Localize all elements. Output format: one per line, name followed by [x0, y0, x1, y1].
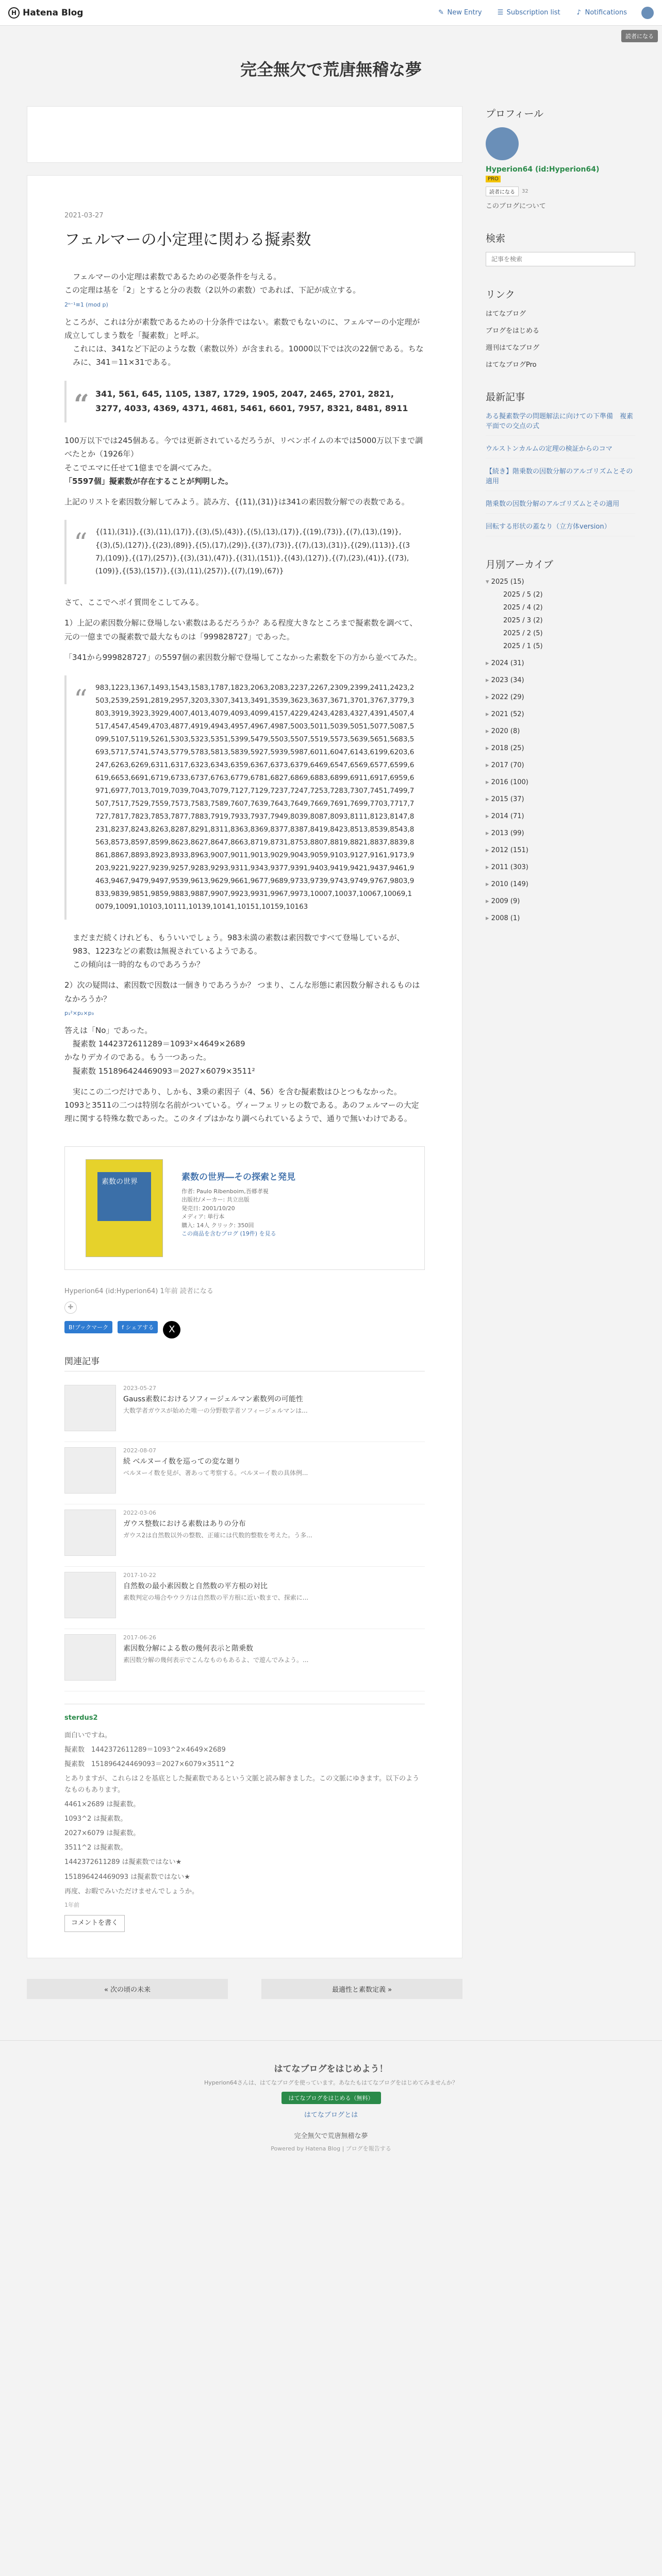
archive-year-label: 2014 (71) — [491, 812, 524, 820]
amazon-card — [64, 1146, 425, 1270]
paragraph: 擬素数 151896424469093＝2027×6079×3511² — [73, 1066, 255, 1076]
archive-year[interactable] — [486, 812, 635, 820]
book-media: メディア: 単行本 — [181, 1213, 225, 1221]
chevron-right-icon: ▸ — [486, 846, 491, 854]
star-button[interactable]: ✚ — [64, 1301, 77, 1314]
book-date: 発売日: 2001/10/20 — [181, 1205, 235, 1212]
brand-name: Hatena Blog — [23, 7, 84, 18]
formula: 2ⁿ⁻¹≡1 (mod p) — [64, 301, 108, 308]
comment-line: 擬素数 1442372611289＝1093^2×4649×2689 — [64, 1745, 226, 1754]
comment-line: 151896424469093 は擬素数ではない★ — [64, 1873, 190, 1881]
archive-year-label: 2023 (34) — [491, 676, 524, 684]
archive-year[interactable] — [486, 846, 635, 854]
chevron-right-icon: ▸ — [486, 676, 491, 684]
chevron-right-icon: ▸ — [486, 778, 491, 786]
related-desc: 素因数分解の幾何表示でこんなものもあるよ、で遊んでみよう。... — [123, 1656, 309, 1664]
quote-missing-primes: “ 983,1223,1367,1493,1543,1583,1787,1823,2063,2083,2237,2267,2309,2399,2411,2423,2503,2539,2591,2819,2957,3203,3307,3413,3491,3539,3623,3637,3671,3701,3767,3779,3803,3919,3923,3929,4007,4013,4079,4093,4099,4157,4229,4243,4283,4327,4391,4507,4517,4547,4549,4703,4877,4919,4943,4957,4967,4987,5003,5011,5039,5051,5077,5087,5099,5107,5119,5261,5303,5323,5351,5399,5479,5503,5507,5519,5573,5639,5651,5683,5693,5717,5741,5743,5779,5783,5813,5839,5927,5939,5987,6011,6047,6143,6199,6203,6247,6263,6269,6311,6317,6323,6343,6359,6367,6373,6379,6469,6547,6569,6577,6599,6619,6653,6691,6719,6733,6737,6763,6779,6781,6827,6869,6883,6899,6911,6917,6959,6971,6977,7013,7019,7039,7043,7079,7127,7129,7237,7247,7253,7283,7307,7451,7499,7507,7517,7529,7559,7573,7583,7589,7607,7639,7643,7649,7669,7691,7699,7703,7717,7727,7817,7823,7853,7877,7883,7919,7933,7937,7949,8039,8087,8093,8111,8123,8147,8231,8237,8243,8263,8287,8291,8311,8363,8369,8377,8387,8419,8423,8513,8539,8543,8563,8573,8597,8599,8623,8627,8647,8663,8719,8731,8753,8807,8819,8821,8837,8839,8861,8867,8893,8923,8933,8963,9007,9011,9013,9029,9043,9059,9103,9127,9161,9173,9203,9221,9227,9239,9257,9283,9293,9311,9343,9377,9391,9403,9419,9421,9437,9461,9463,9467,9479,9497,9539,9613,9629,9661,9677,9689,9733,9739,9743,9749,9767,9803,9833,9839,9851,9859,9883,9887,9907,9923,9931,9967,9973,10007,10037,10067,10069,10079,10091,10103,10111,10139,10141,10151,10159,10163 — [64, 675, 425, 919]
paragraph: さて、ここでヘボイ質問をこしてみる。 — [64, 598, 204, 607]
comment-line: とありますが、これらは２を基底とした擬素数であるという文脈と読み解きました。この文脈にゆきます。以下のようなものもあります。 — [64, 1774, 419, 1794]
related-title[interactable]: Gauss素数におけるソフィージェルマン素数列の可能性 — [123, 1395, 303, 1403]
sidebar — [486, 106, 635, 943]
archive-year-label: 2016 (100) — [491, 778, 528, 786]
sidebar-link[interactable]: 週刊はてなブログ — [486, 344, 540, 352]
archive-month[interactable]: 2025 / 3 (2) — [503, 617, 543, 624]
links-heading: リンク — [486, 289, 515, 300]
entry-title[interactable]: フェルマーの小定理に関わる擬素数 — [64, 231, 311, 249]
paragraph: かなりデカイのである。もう一つあった。 — [64, 1053, 211, 1062]
chevron-right-icon: ▸ — [486, 863, 491, 871]
facebook-share-button[interactable]: f シェアする — [118, 1321, 158, 1333]
x-share-button[interactable]: X — [163, 1321, 180, 1338]
chevron-right-icon: ▸ — [486, 812, 491, 820]
paragraph: 擬素数 1442372611289＝1093²×4649×2689 — [73, 1039, 245, 1049]
paragraph: フェルマーの小定理は素数であるための必要条件を与える。 — [73, 272, 282, 281]
related-desc: 素数判定の場合やウラ方は自然数の平方根に近い数まで、探索に... — [123, 1594, 309, 1601]
related-desc: ベルヌーイ数を見が、著あって考察する。ベルヌーイ数の具体例... — [123, 1469, 308, 1477]
comment-meta: 1年前 — [64, 1901, 79, 1908]
links-list — [486, 308, 635, 369]
related-thumbnail[interactable] — [64, 1447, 116, 1494]
entry — [27, 175, 462, 1958]
quote-factorizations: “ {(11),(31)},{(3),(11),(17)},{(3),(5),(43)},{(5),(13),(17)},{(19),(73)},{(7),(13),(19)},{(3),(5),(127)},{(23),(89)},{(5),(17),(29)},{(37),(73)},{(7),(13),(31)},{(29),(113)},{(37),(109)},{(17),(257)},{(3),(31),(47)},{(31),(151)},{(43),(127)},{(7),(23),(41)},{(73),(109)},{(53),(157)},{(3),(11),(257)},{(7),(19),(67)} — [64, 520, 425, 584]
archive-year[interactable] — [486, 744, 635, 752]
recent-entry-link[interactable]: 回転する形状の蓋なり（立方体version） — [486, 521, 635, 536]
book-cover[interactable] — [86, 1159, 163, 1257]
related-item[interactable] — [64, 1629, 425, 1691]
paragraph: 2）次の疑問は、素因数で因数は一個きりであろうか？ つまり、こんな形態に素因数分解されるものはなかろうか？ — [64, 980, 420, 1004]
about-hatena-link[interactable]: はてなブログとは — [304, 2111, 358, 2119]
related-item[interactable] — [64, 1567, 425, 1629]
related-title[interactable]: 続 ベルヌーイ数を巡っての変な廻り — [123, 1457, 241, 1466]
comment-line: 面白いですね。 — [64, 1731, 112, 1739]
comment-line: 1093^2 は擬素数。 — [64, 1815, 127, 1823]
hatena-logo-icon: H — [8, 7, 20, 19]
chevron-right-icon: ▸ — [486, 761, 491, 769]
paragraph: この傾向は一時的なものであろうか？ — [73, 960, 205, 970]
bell-icon: ♪ — [576, 9, 581, 16]
archive-list — [486, 578, 635, 922]
sidebar-link[interactable]: ブログをはじめる — [486, 327, 540, 335]
profile-module — [486, 106, 635, 210]
archive-year[interactable] — [486, 676, 635, 684]
related-entries — [64, 1354, 425, 1691]
new-entry-link[interactable] — [437, 9, 482, 16]
related-item[interactable] — [64, 1442, 425, 1504]
archive-module — [486, 557, 635, 922]
book-publisher: 出版社/メーカー: 共立出版 — [181, 1196, 250, 1204]
search-module — [486, 231, 635, 266]
related-title[interactable]: ガウス整数における素数はありの分布 — [123, 1519, 246, 1528]
related-desc: ガウス2は自然数以外の整数、正確には代数的整数を考えた。う多... — [123, 1531, 312, 1539]
archive-year-label: 2018 (25) — [491, 744, 524, 752]
comment-line: 2027×6079 は擬素数。 — [64, 1829, 140, 1838]
related-item[interactable] — [64, 1504, 425, 1567]
footer-blog-name[interactable]: 完全無欠で荒唐無稽な夢 — [294, 2132, 368, 2140]
top-nav — [437, 7, 654, 19]
related-title[interactable]: 自然数の最小素因数と自然数の平方根の対比 — [123, 1582, 268, 1590]
related-text — [123, 1572, 308, 1618]
comment-line: 4461×2689 は擬素数。 — [64, 1801, 140, 1809]
related-date: 2022-03-06 — [123, 1509, 156, 1516]
subscription-label: Subscription list — [506, 9, 560, 16]
user-avatar[interactable] — [641, 7, 654, 19]
profile-heading: プロフィール — [486, 108, 544, 120]
list-icon: ☰ — [497, 9, 504, 16]
sidebar-link[interactable]: はてなブログ — [486, 310, 526, 318]
archive-year-label: 2010 (149) — [491, 880, 528, 888]
related-desc: 大数学者ガウスが始めた唯一の分野数学者ソフィージェルマンは... — [123, 1406, 308, 1414]
new-entry-label: New Entry — [447, 9, 482, 16]
archive-year-label: 2008 (1) — [491, 914, 520, 922]
archive-year[interactable] — [486, 778, 635, 786]
profile-avatar[interactable] — [486, 127, 519, 160]
recent-list — [486, 411, 635, 536]
book-author: 作者: Paulo Ribenboim,吾郷孝視 — [181, 1188, 269, 1195]
paragraph: ところが、これは分が素数であるための十分条件ではない。素数でもないのに、フェルマーの小定理が成立してしまう数を「擬素数」と呼ぶ。 — [64, 317, 420, 340]
pro-badge: PRO — [486, 176, 501, 182]
sidebar-link[interactable]: はてなブログPro — [486, 361, 537, 369]
related-text — [123, 1510, 312, 1556]
archive-year[interactable] — [486, 727, 635, 735]
archive-month[interactable]: 2025 / 2 (5) — [503, 630, 543, 637]
profile-reader-button[interactable]: 読者になる — [486, 187, 519, 196]
notifications-label: Notifications — [585, 9, 627, 16]
comments — [64, 1704, 425, 1932]
entry-body — [64, 270, 425, 1126]
book-title[interactable]: 素数の世界―その探索と発見 — [181, 1172, 295, 1182]
chevron-right-icon: ▸ — [486, 897, 491, 905]
notifications-link[interactable] — [575, 9, 627, 16]
related-text — [123, 1447, 308, 1494]
write-comment-button[interactable]: コメントを書く — [64, 1915, 125, 1931]
comment-line: 3511^2 は擬素数。 — [64, 1844, 127, 1852]
paragraph: 答えは「No」であった。 — [64, 1025, 153, 1035]
archive-year[interactable] — [486, 897, 635, 905]
archive-year-label: 2017 (70) — [491, 761, 524, 769]
recent-entry-link[interactable]: 階乗数の因数分解のアルゴリズムとその適用 — [486, 498, 635, 514]
paragraph: 1093と3511の二つは特別な名前がついている。ヴィーフェリッヒの数である。あのフェルマーの大定理に関する特殊な数であった。このタイプはかなり調べられているようで、通りで無いわけである。 — [64, 1100, 419, 1124]
paragraph: 上記のリストを素因数分解してみよう。読み方、{(11),(31)}は341の素因数分解での表数である。 — [64, 497, 409, 507]
main-column — [27, 106, 462, 2025]
archive-year[interactable] — [486, 659, 635, 667]
comment-line: 1442372611289 は擬素数ではない★ — [64, 1858, 182, 1867]
footer — [0, 2040, 662, 2163]
paragraph: 「5597個」擬素数が存在することが判明した。 — [64, 476, 233, 486]
archive-year-label: 2013 (99) — [491, 829, 524, 837]
related-date: 2022-08-07 — [123, 1447, 156, 1454]
book-blog-link[interactable]: この商品を含むブログ (19件) を見る — [181, 1230, 276, 1238]
commenter-name[interactable]: sterdus2 — [64, 1714, 98, 1722]
archive-year-label: 2011 (303) — [491, 863, 528, 871]
chevron-right-icon: ▸ — [486, 710, 491, 718]
related-date: 2023-05-27 — [123, 1384, 156, 1392]
archive-year-label: 2022 (29) — [491, 693, 524, 701]
chevron-right-icon: ▸ — [486, 727, 491, 735]
search-input[interactable] — [486, 252, 635, 266]
paragraph: 100万以下では245個ある。今では更新されているだろうが、リベンボイムの本では5000万以下まで調べたとか（1926年） — [64, 436, 423, 459]
share-row — [64, 1321, 425, 1338]
book-info — [181, 1159, 295, 1257]
paragraph: この定理は基を「2」とすると分の表数（2以外の素数）であれば、下記が成立する。 — [64, 285, 361, 295]
archive-year[interactable] — [486, 795, 635, 803]
chevron-right-icon: ▸ — [486, 795, 491, 803]
chevron-right-icon: ▸ — [486, 744, 491, 752]
pager — [27, 1979, 462, 1999]
links-module — [486, 287, 635, 369]
subscription-link[interactable] — [496, 9, 560, 16]
related-heading: 関連記事 — [64, 1354, 425, 1371]
pencil-icon: ✎ — [438, 9, 444, 16]
book-cover-title: 素数の世界 — [97, 1172, 151, 1221]
archive-year[interactable] — [486, 880, 635, 888]
book-buy: 購入: 14人 クリック: 350回 — [181, 1222, 254, 1229]
powered-by[interactable]: Powered by Hatena Blog | ブログを報告する — [271, 2145, 391, 2152]
reader-button[interactable]: 読者になる — [621, 30, 658, 42]
chevron-right-icon: ▸ — [486, 914, 491, 922]
archive-year-label: 2021 (52) — [491, 710, 524, 718]
profile-name[interactable]: Hyperion64 (id:Hyperion64) — [486, 165, 600, 174]
bookmark-button[interactable]: B!ブックマーク — [64, 1321, 112, 1333]
recent-module — [486, 389, 635, 536]
archive-year-label: 2020 (8) — [491, 727, 520, 735]
paragraph: まだまだ続くけれども、もういいでしょう。983未満の素数は素因数ですべて登場しているが、983、1223などの素数は無視されているようである。 — [73, 933, 405, 956]
chevron-right-icon: ▸ — [486, 880, 491, 888]
about-blog-link[interactable]: このブログについて — [486, 202, 546, 210]
entry-date[interactable]: 2021-03-27 — [64, 212, 104, 219]
archive-heading: 月別アーカイブ — [486, 559, 553, 570]
entry-byline[interactable]: Hyperion64 (id:Hyperion64) 1年前 読者になる — [64, 1287, 213, 1295]
paragraph: 「341から999828727」の5597個の素因数分解で登場してこなかった素数を下の方から並べてみた。 — [64, 652, 422, 662]
footer-heading: はてなブログをはじめよう！ — [274, 2063, 388, 2074]
related-date: 2017-10-22 — [123, 1571, 156, 1579]
comment-body — [64, 1730, 425, 1897]
page-wrap — [27, 106, 635, 2025]
archive-month[interactable]: 2025 / 1 (5) — [503, 642, 543, 650]
related-list — [64, 1380, 425, 1691]
top-bar — [0, 0, 662, 40]
related-text — [123, 1385, 308, 1431]
next-entry-link[interactable]: 最適性と素数定義 » — [261, 1979, 462, 1999]
reader-row — [486, 187, 635, 196]
recent-entry-link[interactable]: 【続き】階乗数の因数分解のアルゴリズムとその適用 — [486, 466, 635, 491]
archive-year[interactable] — [486, 863, 635, 871]
archive-year[interactable] — [486, 914, 635, 922]
comment-line: 擬素数 151896424469093＝2027×6079×3511^2 — [64, 1760, 235, 1768]
blog-title[interactable]: 完全無欠で荒唐無稽な夢 — [240, 60, 422, 79]
archive-year-label: 2024 (31) — [491, 659, 524, 667]
formula: p₁²×p₂×p₃ — [64, 1009, 94, 1016]
quote-pseudoprimes: “ 341, 561, 645, 1105, 1387, 1729, 1905, 2047, 2465, 2701, 2821, 3277, 4033, 4369, 4371, 4681, 5461, 6601, 7957, 8321, 8481, 8911 — [64, 381, 425, 423]
archive-year[interactable] — [486, 693, 635, 701]
archive-year[interactable] — [486, 710, 635, 718]
hatena-logo[interactable] — [8, 7, 83, 19]
paragraph: そこでエマに任せて1億までを調べてみた。 — [64, 463, 217, 472]
related-date: 2017-06-26 — [123, 1634, 156, 1641]
chevron-right-icon: ▸ — [486, 829, 491, 837]
chevron-right-icon: ▾ — [486, 578, 491, 586]
ad-box — [27, 106, 462, 163]
archive-year-label: 2012 (151) — [491, 846, 528, 854]
paragraph: 1）上記の素因数分解に登場しない素数はあるだろうか？ある程度大きなところまで擬素数を調べて、元の一億までの擬素数で最大なものは「999828727」であった。 — [64, 618, 418, 641]
archive-year-label: 2009 (9) — [491, 897, 520, 905]
archive-year-label: 2025 (15) — [491, 578, 524, 586]
archive-year[interactable] — [486, 578, 635, 586]
archive-year[interactable] — [486, 829, 635, 837]
reader-count: 32 — [522, 189, 528, 194]
comment-line: 再度、お暇でみいただけませんでしょうか。 — [64, 1887, 199, 1895]
related-thumbnail[interactable] — [64, 1634, 116, 1681]
recent-heading: 最新記事 — [486, 392, 525, 403]
related-title[interactable]: 素因数分解による数の幾何表示と階乗数 — [123, 1644, 253, 1653]
related-text — [123, 1634, 308, 1681]
footer-desc: Hyperion64さんは、はてなブログを使っています。あなたもはてなブログをはじめてみませんか？ — [204, 2079, 458, 2086]
chevron-right-icon: ▸ — [486, 693, 491, 701]
start-blog-button[interactable]: はてなブログをはじめる（無料） — [282, 2092, 381, 2104]
search-heading: 検索 — [486, 233, 506, 244]
prev-entry-link[interactable]: « 次の頃の未来 — [27, 1979, 228, 1999]
related-thumbnail[interactable] — [64, 1572, 116, 1618]
paragraph: 実にこの二つだけであり、しかも、3乗の素因子（4、56）を含む擬素数はひとつもなかった。 — [73, 1087, 402, 1096]
archive-year-label: 2015 (37) — [491, 795, 524, 803]
recent-entry-link[interactable]: ある擬素数学の問題解法に向けての下準備 複素平面での交点の式 — [486, 411, 635, 436]
paragraph: これには、341など下記のような数（素数以外）が含まれる。10000以下では次の22個である。ちなみに、341＝11×31である。 — [73, 344, 424, 367]
archive-year[interactable] — [486, 761, 635, 769]
related-item[interactable] — [64, 1380, 425, 1442]
related-thumbnail[interactable] — [64, 1510, 116, 1556]
recent-entry-link[interactable]: ウルストンカルムの定理の検証からのコマ — [486, 443, 635, 459]
chevron-right-icon: ▸ — [486, 659, 491, 667]
archive-month[interactable]: 2025 / 5 (2) — [503, 591, 543, 599]
related-thumbnail[interactable] — [64, 1385, 116, 1431]
archive-month[interactable]: 2025 / 4 (2) — [503, 604, 543, 612]
